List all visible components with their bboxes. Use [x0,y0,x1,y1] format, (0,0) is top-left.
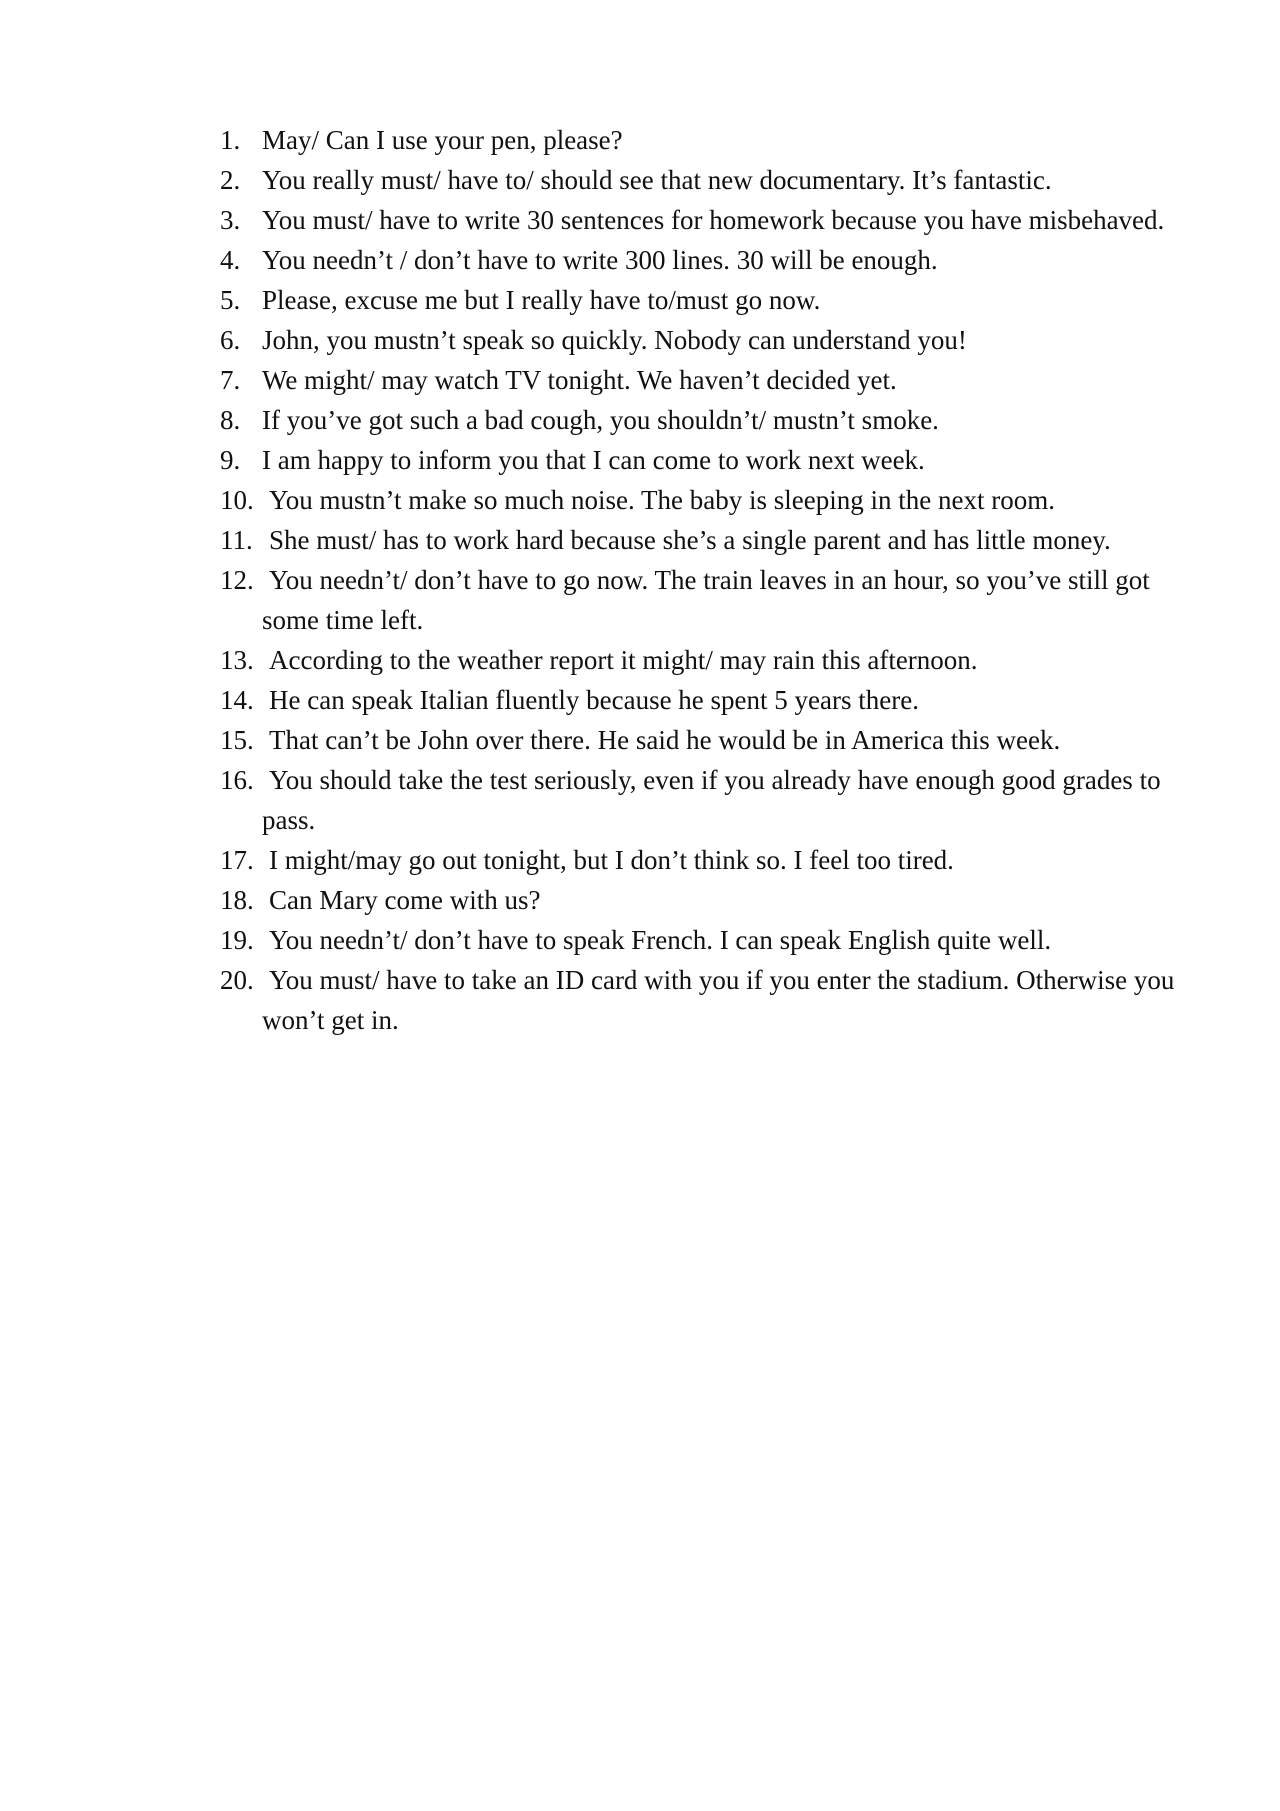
item-number: 3. [220,205,241,235]
item-number: 6. [220,325,241,355]
list-item [220,400,1180,440]
item-text: If you’ve got such a bad cough, you shouldn’t/ mustn’t smoke. [262,405,939,435]
item-text: According to the weather report it might/ may rain this afternoon. [269,645,978,675]
sentence-list [220,120,1180,1040]
item-text: He can speak Italian fluently because he spent 5 years there. [269,685,919,715]
item-number: 10. [220,485,254,515]
list-item [220,360,1180,400]
item-text: Please, excuse me but I really have to/must go now. [262,285,821,315]
item-text: Can Mary come with us? [269,885,541,915]
item-number: 9. [220,445,241,475]
list-item [220,880,1180,920]
item-text: That can’t be John over there. He said he would be in America this week. [269,725,1061,755]
item-text: I might/may go out tonight, but I don’t think so. I feel too tired. [269,845,954,875]
list-item [220,160,1180,200]
item-text: John, you mustn’t speak so quickly. Nobody can understand you! [262,325,967,355]
item-number: 4. [220,245,241,275]
item-number: 17. [220,845,254,875]
item-number: 12. [220,565,254,595]
item-number: 11. [220,525,253,555]
list-item [220,920,1180,960]
list-item [220,280,1180,320]
item-text: I am happy to inform you that I can come to work next week. [262,445,925,475]
item-number: 1. [220,125,241,155]
item-number: 20. [220,965,254,995]
list-item [220,560,1180,640]
item-text: She must/ has to work hard because she’s a single parent and has little money. [269,525,1111,555]
item-text: You really must/ have to/ should see that new documentary. It’s fantastic. [262,165,1052,195]
item-text: You needn’t/ don’t have to go now. The train leaves in an hour, so you’ve still got some time left. [262,565,1150,635]
item-number: 8. [220,405,241,435]
list-item [220,440,1180,480]
item-text: You must/ have to write 30 sentences for homework because you have misbehaved. [262,205,1165,235]
item-text: You needn’t/ don’t have to speak French. I can speak English quite well. [269,925,1052,955]
item-number: 19. [220,925,254,955]
list-item [220,200,1180,240]
item-number: 18. [220,885,254,915]
item-text: You needn’t / don’t have to write 300 lines. 30 will be enough. [262,245,938,275]
list-item [220,120,1180,160]
list-item [220,480,1180,520]
list-item [220,640,1180,680]
item-text: You mustn’t make so much noise. The baby is sleeping in the next room. [269,485,1055,515]
item-number: 2. [220,165,241,195]
list-item [220,320,1180,360]
item-number: 16. [220,765,254,795]
item-number: 14. [220,685,254,715]
list-item [220,720,1180,760]
item-number: 15. [220,725,254,755]
item-text: We might/ may watch TV tonight. We haven’t decided yet. [262,365,897,395]
item-number: 5. [220,285,241,315]
item-text: You should take the test seriously, even if you already have enough good grades to pass. [262,765,1161,835]
list-item [220,680,1180,720]
list-item [220,520,1180,560]
item-number: 13. [220,645,254,675]
item-number: 7. [220,365,241,395]
item-text: May/ Can I use your pen, please? [262,125,623,155]
list-item [220,240,1180,280]
list-item [220,840,1180,880]
list-item [220,960,1180,1040]
item-text: You must/ have to take an ID card with you if you enter the stadium. Otherwise you won’t get in. [262,965,1175,1035]
list-item [220,760,1180,840]
